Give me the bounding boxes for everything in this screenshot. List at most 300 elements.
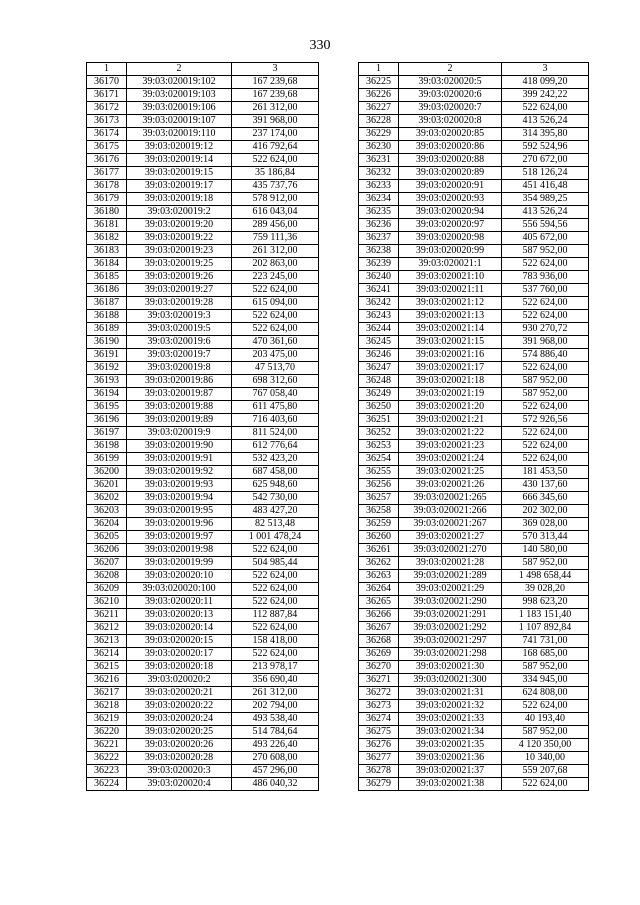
cadastral-value-cell: 522 624,00 [232,648,319,661]
cadastral-number-cell: 39:03:020021:298 [399,648,502,661]
table-row [359,284,589,297]
column-header-value: 3 [232,63,319,76]
table-row [87,102,319,115]
table-row [87,778,319,791]
cadastral-number-cell: 39:03:020021:11 [399,284,502,297]
cadastral-value-cell: 391 968,00 [232,115,319,128]
table-row [359,375,589,388]
cadastral-number-cell: 39:03:020019:87 [127,388,232,401]
row-number-cell: 36255 [359,466,399,479]
cadastral-number-cell: 39:03:020020:98 [399,232,502,245]
row-number-cell: 36265 [359,596,399,609]
cadastral-value-cell: 625 948,60 [232,479,319,492]
row-number-cell: 36201 [87,479,127,492]
cadastral-value-cell: 4 120 350,00 [502,739,589,752]
cadastral-value-cell: 687 458,00 [232,466,319,479]
cadastral-number-cell: 39:03:020019:27 [127,284,232,297]
table-row [87,765,319,778]
cadastral-number-cell: 39:03:020020:21 [127,687,232,700]
cadastral-value-cell: 354 989,25 [502,193,589,206]
table-row [87,492,319,505]
cadastral-value-cell: 514 784,64 [232,726,319,739]
cadastral-number-cell: 39:03:020021:18 [399,375,502,388]
table-row [359,687,589,700]
table-row [359,583,589,596]
cadastral-number-cell: 39:03:020021:35 [399,739,502,752]
table-row [87,661,319,674]
cadastral-value-cell: 998 623,20 [502,596,589,609]
row-number-cell: 36206 [87,544,127,557]
cadastral-number-cell: 39:03:020021:23 [399,440,502,453]
table-row [87,440,319,453]
cadastral-value-cell: 767 058,40 [232,388,319,401]
cadastral-number-cell: 39:03:020020:14 [127,622,232,635]
cadastral-value-cell: 592 524,96 [502,141,589,154]
row-number-cell: 36180 [87,206,127,219]
cadastral-value-cell: 413 526,24 [502,206,589,219]
cadastral-number-cell: 39:03:020019:107 [127,115,232,128]
cadastral-number-cell: 39:03:020020:2 [127,674,232,687]
table-row [359,713,589,726]
table-row [87,726,319,739]
row-number-cell: 36273 [359,700,399,713]
cadastral-value-cell: 418 099,20 [502,76,589,89]
cadastral-number-cell: 39:03:020019:12 [127,141,232,154]
row-number-cell: 36240 [359,271,399,284]
table-header-row [87,63,319,76]
cadastral-value-cell: 470 361,60 [232,336,319,349]
cadastral-value-cell: 405 672,00 [502,232,589,245]
table-row [359,323,589,336]
cadastral-number-cell: 39:03:020021:290 [399,596,502,609]
cadastral-number-cell: 39:03:020019:91 [127,453,232,466]
row-number-cell: 36184 [87,258,127,271]
table-row [87,375,319,388]
cadastral-number-cell: 39:03:020020:8 [399,115,502,128]
cadastral-value-cell: 202 863,00 [232,258,319,271]
table-row [359,531,589,544]
cadastral-number-cell: 39:03:020021:38 [399,778,502,791]
row-number-cell: 36194 [87,388,127,401]
cadastral-value-cell: 716 403,60 [232,414,319,427]
cadastral-value-cell: 522 624,00 [502,453,589,466]
cadastral-value-cell: 203 475,00 [232,349,319,362]
table-row [87,479,319,492]
row-number-cell: 36220 [87,726,127,739]
table-row [87,76,319,89]
table-row [359,466,589,479]
table-row [359,167,589,180]
row-number-cell: 36181 [87,219,127,232]
row-number-cell: 36182 [87,232,127,245]
cadastral-number-cell: 39:03:020021:28 [399,557,502,570]
cadastral-number-cell: 39:03:020021:12 [399,297,502,310]
table-row [359,726,589,739]
cadastral-number-cell: 39:03:020019:25 [127,258,232,271]
cadastral-value-cell: 522 624,00 [502,401,589,414]
table-row [87,193,319,206]
cadastral-value-cell: 112 887,84 [232,609,319,622]
row-number-cell: 36239 [359,258,399,271]
row-number-cell: 36275 [359,726,399,739]
cadastral-value-cell: 587 952,00 [502,388,589,401]
table-row [87,583,319,596]
cadastral-number-cell: 39:03:020020:17 [127,648,232,661]
cadastral-value-cell: 270 672,00 [502,154,589,167]
table-row [87,401,319,414]
table-row [87,232,319,245]
cadastral-number-cell: 39:03:020020:10 [127,570,232,583]
cadastral-value-cell: 616 043,04 [232,206,319,219]
row-number-cell: 36243 [359,310,399,323]
cadastral-value-cell: 624 808,00 [502,687,589,700]
row-number-cell: 36210 [87,596,127,609]
row-number-cell: 36212 [87,622,127,635]
table-row [359,388,589,401]
row-number-cell: 36279 [359,778,399,791]
table-row [359,258,589,271]
cadastral-number-cell: 39:03:020021:26 [399,479,502,492]
row-number-cell: 36251 [359,414,399,427]
row-number-cell: 36237 [359,232,399,245]
cadastral-number-cell: 39:03:020021:289 [399,570,502,583]
page-number: 330 [309,38,331,53]
table-body-right [359,76,589,791]
row-number-cell: 36241 [359,284,399,297]
row-number-cell: 36214 [87,648,127,661]
cadastral-number-cell: 39:03:020019:18 [127,193,232,206]
table-row [359,544,589,557]
cadastral-value-cell: 522 624,00 [502,102,589,115]
cadastral-number-cell: 39:03:020021:24 [399,453,502,466]
cadastral-number-cell: 39:03:020019:94 [127,492,232,505]
table-row [359,778,589,791]
row-number-cell: 36202 [87,492,127,505]
cadastral-number-cell: 39:03:020019:14 [127,154,232,167]
cadastral-value-cell: 391 968,00 [502,336,589,349]
cadastral-value-cell: 559 207,68 [502,765,589,778]
cadastral-value-cell: 223 245,00 [232,271,319,284]
row-number-cell: 36183 [87,245,127,258]
row-number-cell: 36250 [359,401,399,414]
cadastral-value-cell: 574 886,40 [502,349,589,362]
cadastral-value-cell: 522 624,00 [502,427,589,440]
cadastral-value-cell: 522 624,00 [232,596,319,609]
table-row [359,596,589,609]
row-number-cell: 36262 [359,557,399,570]
cadastral-value-cell: 612 776,64 [232,440,319,453]
table-row [87,596,319,609]
cadastral-value-cell: 486 040,32 [232,778,319,791]
row-number-cell: 36196 [87,414,127,427]
cadastral-value-cell: 518 126,24 [502,167,589,180]
cadastral-value-cell: 1 183 151,40 [502,609,589,622]
row-number-cell: 36224 [87,778,127,791]
column-header-number: 1 [359,63,399,76]
row-number-cell: 36208 [87,570,127,583]
row-number-cell: 36229 [359,128,399,141]
cadastral-number-cell: 39:03:020020:6 [399,89,502,102]
cadastral-number-cell: 39:03:020020:94 [399,206,502,219]
table-row [87,362,319,375]
table-row [359,518,589,531]
cadastral-number-cell: 39:03:020020:88 [399,154,502,167]
row-number-cell: 36254 [359,453,399,466]
table-row [87,635,319,648]
cadastral-value-cell: 556 594,56 [502,219,589,232]
row-number-cell: 36215 [87,661,127,674]
cadastral-value-cell: 587 952,00 [502,245,589,258]
table-row [359,336,589,349]
table-row [87,700,319,713]
cadastral-value-cell: 1 107 892,84 [502,622,589,635]
cadastral-number-cell: 39:03:020019:22 [127,232,232,245]
row-number-cell: 36217 [87,687,127,700]
cadastral-value-cell: 615 094,00 [232,297,319,310]
cadastral-value-cell: 930 270,72 [502,323,589,336]
cadastral-number-cell: 39:03:020021:297 [399,635,502,648]
table-row [359,414,589,427]
cadastral-number-cell: 39:03:020019:8 [127,362,232,375]
cadastral-number-cell: 39:03:020020:13 [127,609,232,622]
cadastral-value-cell: 522 624,00 [502,778,589,791]
table-row [87,687,319,700]
table-row [87,713,319,726]
row-number-cell: 36204 [87,518,127,531]
cadastral-value-cell: 587 952,00 [502,557,589,570]
table-body-left [87,76,319,791]
row-number-cell: 36205 [87,531,127,544]
cadastral-number-cell: 39:03:020021:32 [399,700,502,713]
cadastral-number-cell: 39:03:020019:86 [127,375,232,388]
row-number-cell: 36192 [87,362,127,375]
cadastral-number-cell: 39:03:020021:292 [399,622,502,635]
row-number-cell: 36253 [359,440,399,453]
cadastral-number-cell: 39:03:020021:29 [399,583,502,596]
table-row [359,401,589,414]
table-row [359,505,589,518]
cadastral-number-cell: 39:03:020019:106 [127,102,232,115]
cadastral-value-cell: 202 302,00 [502,505,589,518]
table-row [359,492,589,505]
cadastral-value-cell: 158 418,00 [232,635,319,648]
cadastral-number-cell: 39:03:020019:26 [127,271,232,284]
cadastral-value-cell: 451 416,48 [502,180,589,193]
table-row [87,570,319,583]
table-row [359,310,589,323]
cadastral-number-cell: 39:03:020020:3 [127,765,232,778]
cadastral-value-cell: 334 945,00 [502,674,589,687]
table-row [359,154,589,167]
cadastral-value-cell: 759 111,36 [232,232,319,245]
table-row [359,245,589,258]
table-row [87,180,319,193]
row-number-cell: 36197 [87,427,127,440]
row-number-cell: 36261 [359,544,399,557]
table-row [87,466,319,479]
row-number-cell: 36248 [359,375,399,388]
cadastral-value-cell: 261 312,00 [232,687,319,700]
cadastral-number-cell: 39:03:020019:93 [127,479,232,492]
cadastral-number-cell: 39:03:020019:110 [127,128,232,141]
table-row [87,427,319,440]
row-number-cell: 36171 [87,89,127,102]
cadastral-number-cell: 39:03:020019:97 [127,531,232,544]
row-number-cell: 36195 [87,401,127,414]
table-row [359,271,589,284]
row-number-cell: 36176 [87,154,127,167]
row-number-cell: 36252 [359,427,399,440]
cadastral-value-cell: 570 313,44 [502,531,589,544]
row-number-cell: 36225 [359,76,399,89]
row-number-cell: 36235 [359,206,399,219]
row-number-cell: 36270 [359,661,399,674]
row-number-cell: 36187 [87,297,127,310]
cadastral-value-cell: 435 737,76 [232,180,319,193]
row-number-cell: 36278 [359,765,399,778]
cadastral-value-cell: 270 608,00 [232,752,319,765]
row-number-cell: 36172 [87,102,127,115]
row-number-cell: 36186 [87,284,127,297]
table-row [359,76,589,89]
cadastral-value-cell: 537 760,00 [502,284,589,297]
cadastral-value-cell: 522 624,00 [232,622,319,635]
table-row [359,219,589,232]
cadastral-value-cell: 522 624,00 [502,258,589,271]
cadastral-number-cell: 39:03:020020:15 [127,635,232,648]
table-row [87,648,319,661]
row-number-cell: 36207 [87,557,127,570]
cadastral-value-cell: 522 624,00 [232,544,319,557]
cadastral-number-cell: 39:03:020019:9 [127,427,232,440]
cadastral-value-cell: 35 186,84 [232,167,319,180]
row-number-cell: 36230 [359,141,399,154]
row-number-cell: 36191 [87,349,127,362]
cadastral-value-cell: 1 001 478,24 [232,531,319,544]
table-row [359,622,589,635]
cadastral-number-cell: 39:03:020021:27 [399,531,502,544]
table-row [359,297,589,310]
cadastral-number-cell: 39:03:020020:97 [399,219,502,232]
cadastral-value-cell: 261 312,00 [232,245,319,258]
row-number-cell: 36211 [87,609,127,622]
table-row [87,297,319,310]
table-row [359,557,589,570]
table-row [87,219,319,232]
table-row [87,622,319,635]
table-row [359,674,589,687]
cadastral-number-cell: 39:03:020021:300 [399,674,502,687]
cadastral-number-cell: 39:03:020021:22 [399,427,502,440]
cadastral-value-cell: 261 312,00 [232,102,319,115]
cadastral-number-cell: 39:03:020021:10 [399,271,502,284]
table-row [359,349,589,362]
cadastral-value-cell: 587 952,00 [502,726,589,739]
row-number-cell: 36170 [87,76,127,89]
cadastral-value-cell: 289 456,00 [232,219,319,232]
cadastral-number-cell: 39:03:020019:95 [127,505,232,518]
cadastral-number-cell: 39:03:020019:5 [127,323,232,336]
cadastral-number-cell: 39:03:020020:7 [399,102,502,115]
cadastral-value-cell: 10 340,00 [502,752,589,765]
table-row [87,167,319,180]
row-number-cell: 36199 [87,453,127,466]
row-number-cell: 36219 [87,713,127,726]
cadastral-value-cell: 483 427,20 [232,505,319,518]
row-number-cell: 36231 [359,154,399,167]
cadastral-value-cell: 522 624,00 [232,284,319,297]
cadastral-value-cell: 522 624,00 [232,583,319,596]
row-number-cell: 36249 [359,388,399,401]
table-row [359,193,589,206]
cadastral-value-cell: 493 538,40 [232,713,319,726]
row-number-cell: 36259 [359,518,399,531]
table-row [359,479,589,492]
cadastral-value-cell: 413 526,24 [502,115,589,128]
table-row [359,609,589,622]
row-number-cell: 36233 [359,180,399,193]
row-number-cell: 36189 [87,323,127,336]
row-number-cell: 36232 [359,167,399,180]
cadastral-number-cell: 39:03:020020:93 [399,193,502,206]
table-row [359,752,589,765]
table-row [359,115,589,128]
table-row [87,349,319,362]
cadastral-number-cell: 39:03:020020:85 [399,128,502,141]
row-number-cell: 36213 [87,635,127,648]
row-number-cell: 36266 [359,609,399,622]
table-row [87,336,319,349]
row-number-cell: 36227 [359,102,399,115]
table-row [87,141,319,154]
row-number-cell: 36246 [359,349,399,362]
table-row [87,531,319,544]
cadastral-number-cell: 39:03:020019:20 [127,219,232,232]
row-number-cell: 36179 [87,193,127,206]
row-number-cell: 36177 [87,167,127,180]
row-number-cell: 36267 [359,622,399,635]
cadastral-number-cell: 39:03:020019:88 [127,401,232,414]
cadastral-value-cell: 542 730,00 [232,492,319,505]
row-number-cell: 36175 [87,141,127,154]
row-number-cell: 36203 [87,505,127,518]
row-number-cell: 36271 [359,674,399,687]
table-row [87,323,319,336]
table-row [87,388,319,401]
table-row [359,700,589,713]
table-row [87,518,319,531]
cadastral-number-cell: 39:03:020019:99 [127,557,232,570]
cadastral-number-cell: 39:03:020021:15 [399,336,502,349]
row-number-cell: 36257 [359,492,399,505]
row-number-cell: 36245 [359,336,399,349]
column-header-number: 1 [87,63,127,76]
row-number-cell: 36209 [87,583,127,596]
table-row [87,206,319,219]
cadastral-value-cell: 522 624,00 [232,310,319,323]
table-row [359,362,589,375]
cadastral-value-cell: 369 028,00 [502,518,589,531]
table-row [87,89,319,102]
cadastral-number-cell: 39:03:020019:28 [127,297,232,310]
cadastral-value-cell: 587 952,00 [502,661,589,674]
cadastral-number-cell: 39:03:020021:270 [399,544,502,557]
cadastral-value-cell: 39 028,20 [502,583,589,596]
cadastral-number-cell: 39:03:020020:26 [127,739,232,752]
table-row [87,414,319,427]
row-number-cell: 36236 [359,219,399,232]
cadastral-value-cell: 666 345,60 [502,492,589,505]
